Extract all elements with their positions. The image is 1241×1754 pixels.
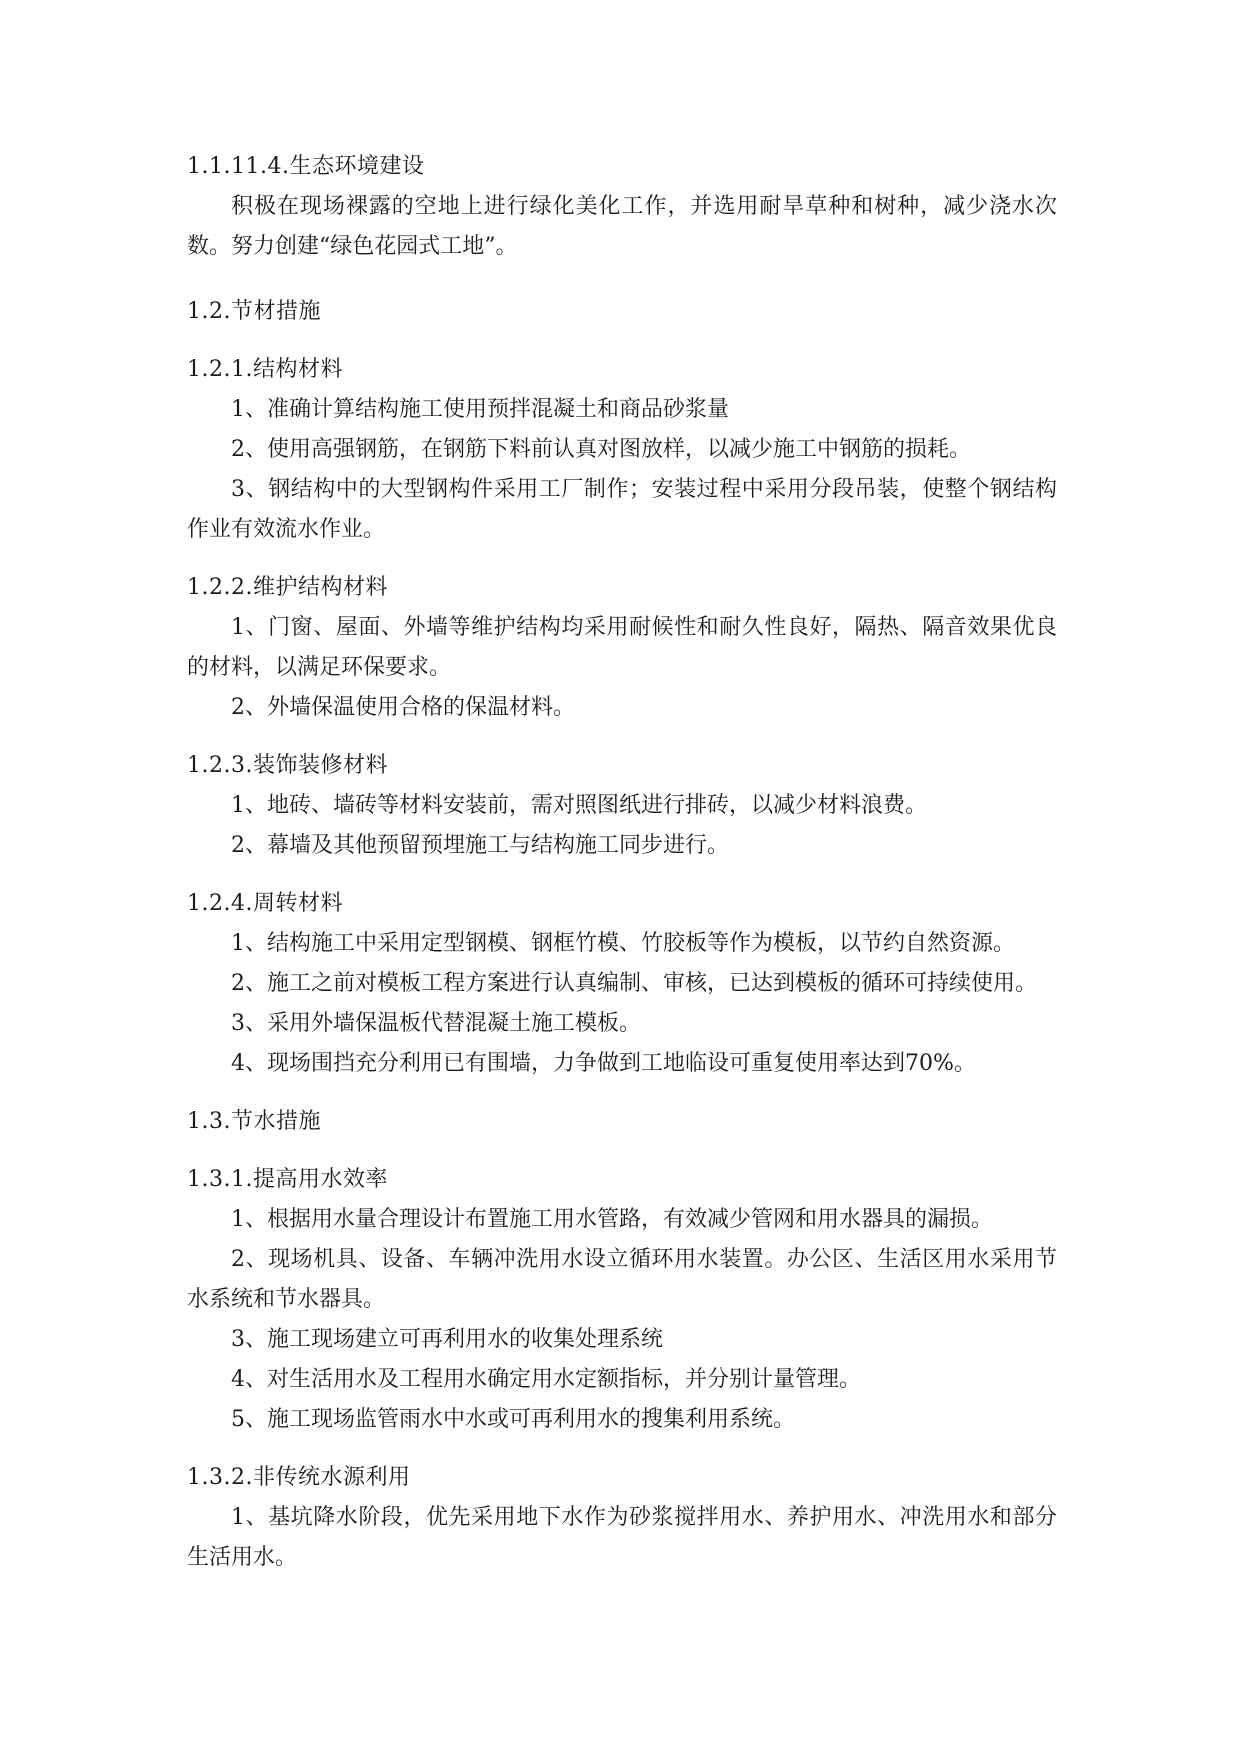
paragraph: 5、施工现场监管雨水中水或可再利用水的搜集利用系统。 <box>231 1407 795 1432</box>
document-page <box>187 147 1057 1578</box>
section-heading: 1.2.3.装饰装修材料 <box>187 753 388 778</box>
paragraph: 1、基坑降水阶段，优先采用地下水作为砂浆搅拌用水、养护用水、冲洗用水和部分生活用水。 <box>187 1505 1057 1570</box>
section-heading: 1.3.节水措施 <box>187 1109 321 1134</box>
paragraph: 3、采用外墙保温板代替混凝土施工模板。 <box>231 1011 641 1036</box>
section-water-saving <box>187 1102 1057 1142</box>
paragraph: 1、结构施工中采用定型钢模、钢框竹模、竹胶板等作为模板，以节约自然资源。 <box>231 931 1015 956</box>
section-material-saving <box>187 292 1057 332</box>
section-heading: 1.2.节材措施 <box>187 299 321 324</box>
section-heading: 1.3.1.提高用水效率 <box>187 1167 388 1192</box>
paragraph: 3、施工现场建立可再利用水的收集处理系统 <box>231 1327 663 1352</box>
paragraph: 2、幕墙及其他预留预埋施工与结构施工同步进行。 <box>231 833 729 858</box>
paragraph: 3、钢结构中的大型钢构件采用工厂制作；安装过程中采用分段吊装，使整个钢结构作业有效流水作业。 <box>187 477 1057 542</box>
section-heading: 1.2.4.周转材料 <box>187 891 343 916</box>
paragraph: 1、准确计算结构施工使用预拌混凝土和商品砂浆量 <box>231 397 729 422</box>
paragraph: 积极在现场裸露的空地上进行绿化美化工作，并选用耐旱草种和树种，减少浇水次数。努力创建“绿色花园式工地”。 <box>187 194 1057 259</box>
section-nontraditional-water <box>187 1458 1057 1578</box>
section-turnover-materials <box>187 884 1057 1084</box>
paragraph: 1、根据用水量合理设计布置施工用水管路，有效减少管网和用水器具的漏损。 <box>231 1207 993 1232</box>
paragraph: 2、使用高强钢筋，在钢筋下料前认真对图放样，以减少施工中钢筋的损耗。 <box>231 437 971 462</box>
section-ecology <box>187 147 1057 267</box>
paragraph: 1、地砖、墙砖等材料安装前，需对照图纸进行排砖，以减少材料浪费。 <box>231 793 927 818</box>
paragraph: 2、外墙保温使用合格的保温材料。 <box>231 695 575 720</box>
paragraph: 2、施工之前对模板工程方案进行认真编制、审核，已达到模板的循环可持续使用。 <box>231 971 1037 996</box>
section-heading: 1.3.2.非传统水源利用 <box>187 1465 411 1490</box>
section-heading: 1.2.1.结构材料 <box>187 357 343 382</box>
paragraph: 2、现场机具、设备、车辆冲洗用水设立循环用水装置。办公区、生活区用水采用节水系统和节水器具。 <box>187 1247 1057 1312</box>
paragraph: 1、门窗、屋面、外墙等维护结构均采用耐候性和耐久性良好，隔热、隔音效果优良的材料，以满足环保要求。 <box>187 615 1057 680</box>
section-heading: 1.1.11.4.生态环境建设 <box>187 154 425 179</box>
section-structural-materials <box>187 350 1057 550</box>
section-decoration-materials <box>187 746 1057 866</box>
paragraph: 4、现场围挡充分利用已有围墙，力争做到工地临设可重复使用率达到70%。 <box>231 1051 976 1076</box>
section-heading: 1.2.2.维护结构材料 <box>187 575 388 600</box>
section-envelope-materials <box>187 568 1057 728</box>
section-water-efficiency <box>187 1160 1057 1440</box>
paragraph: 4、对生活用水及工程用水确定用水定额指标，并分别计量管理。 <box>231 1367 861 1392</box>
